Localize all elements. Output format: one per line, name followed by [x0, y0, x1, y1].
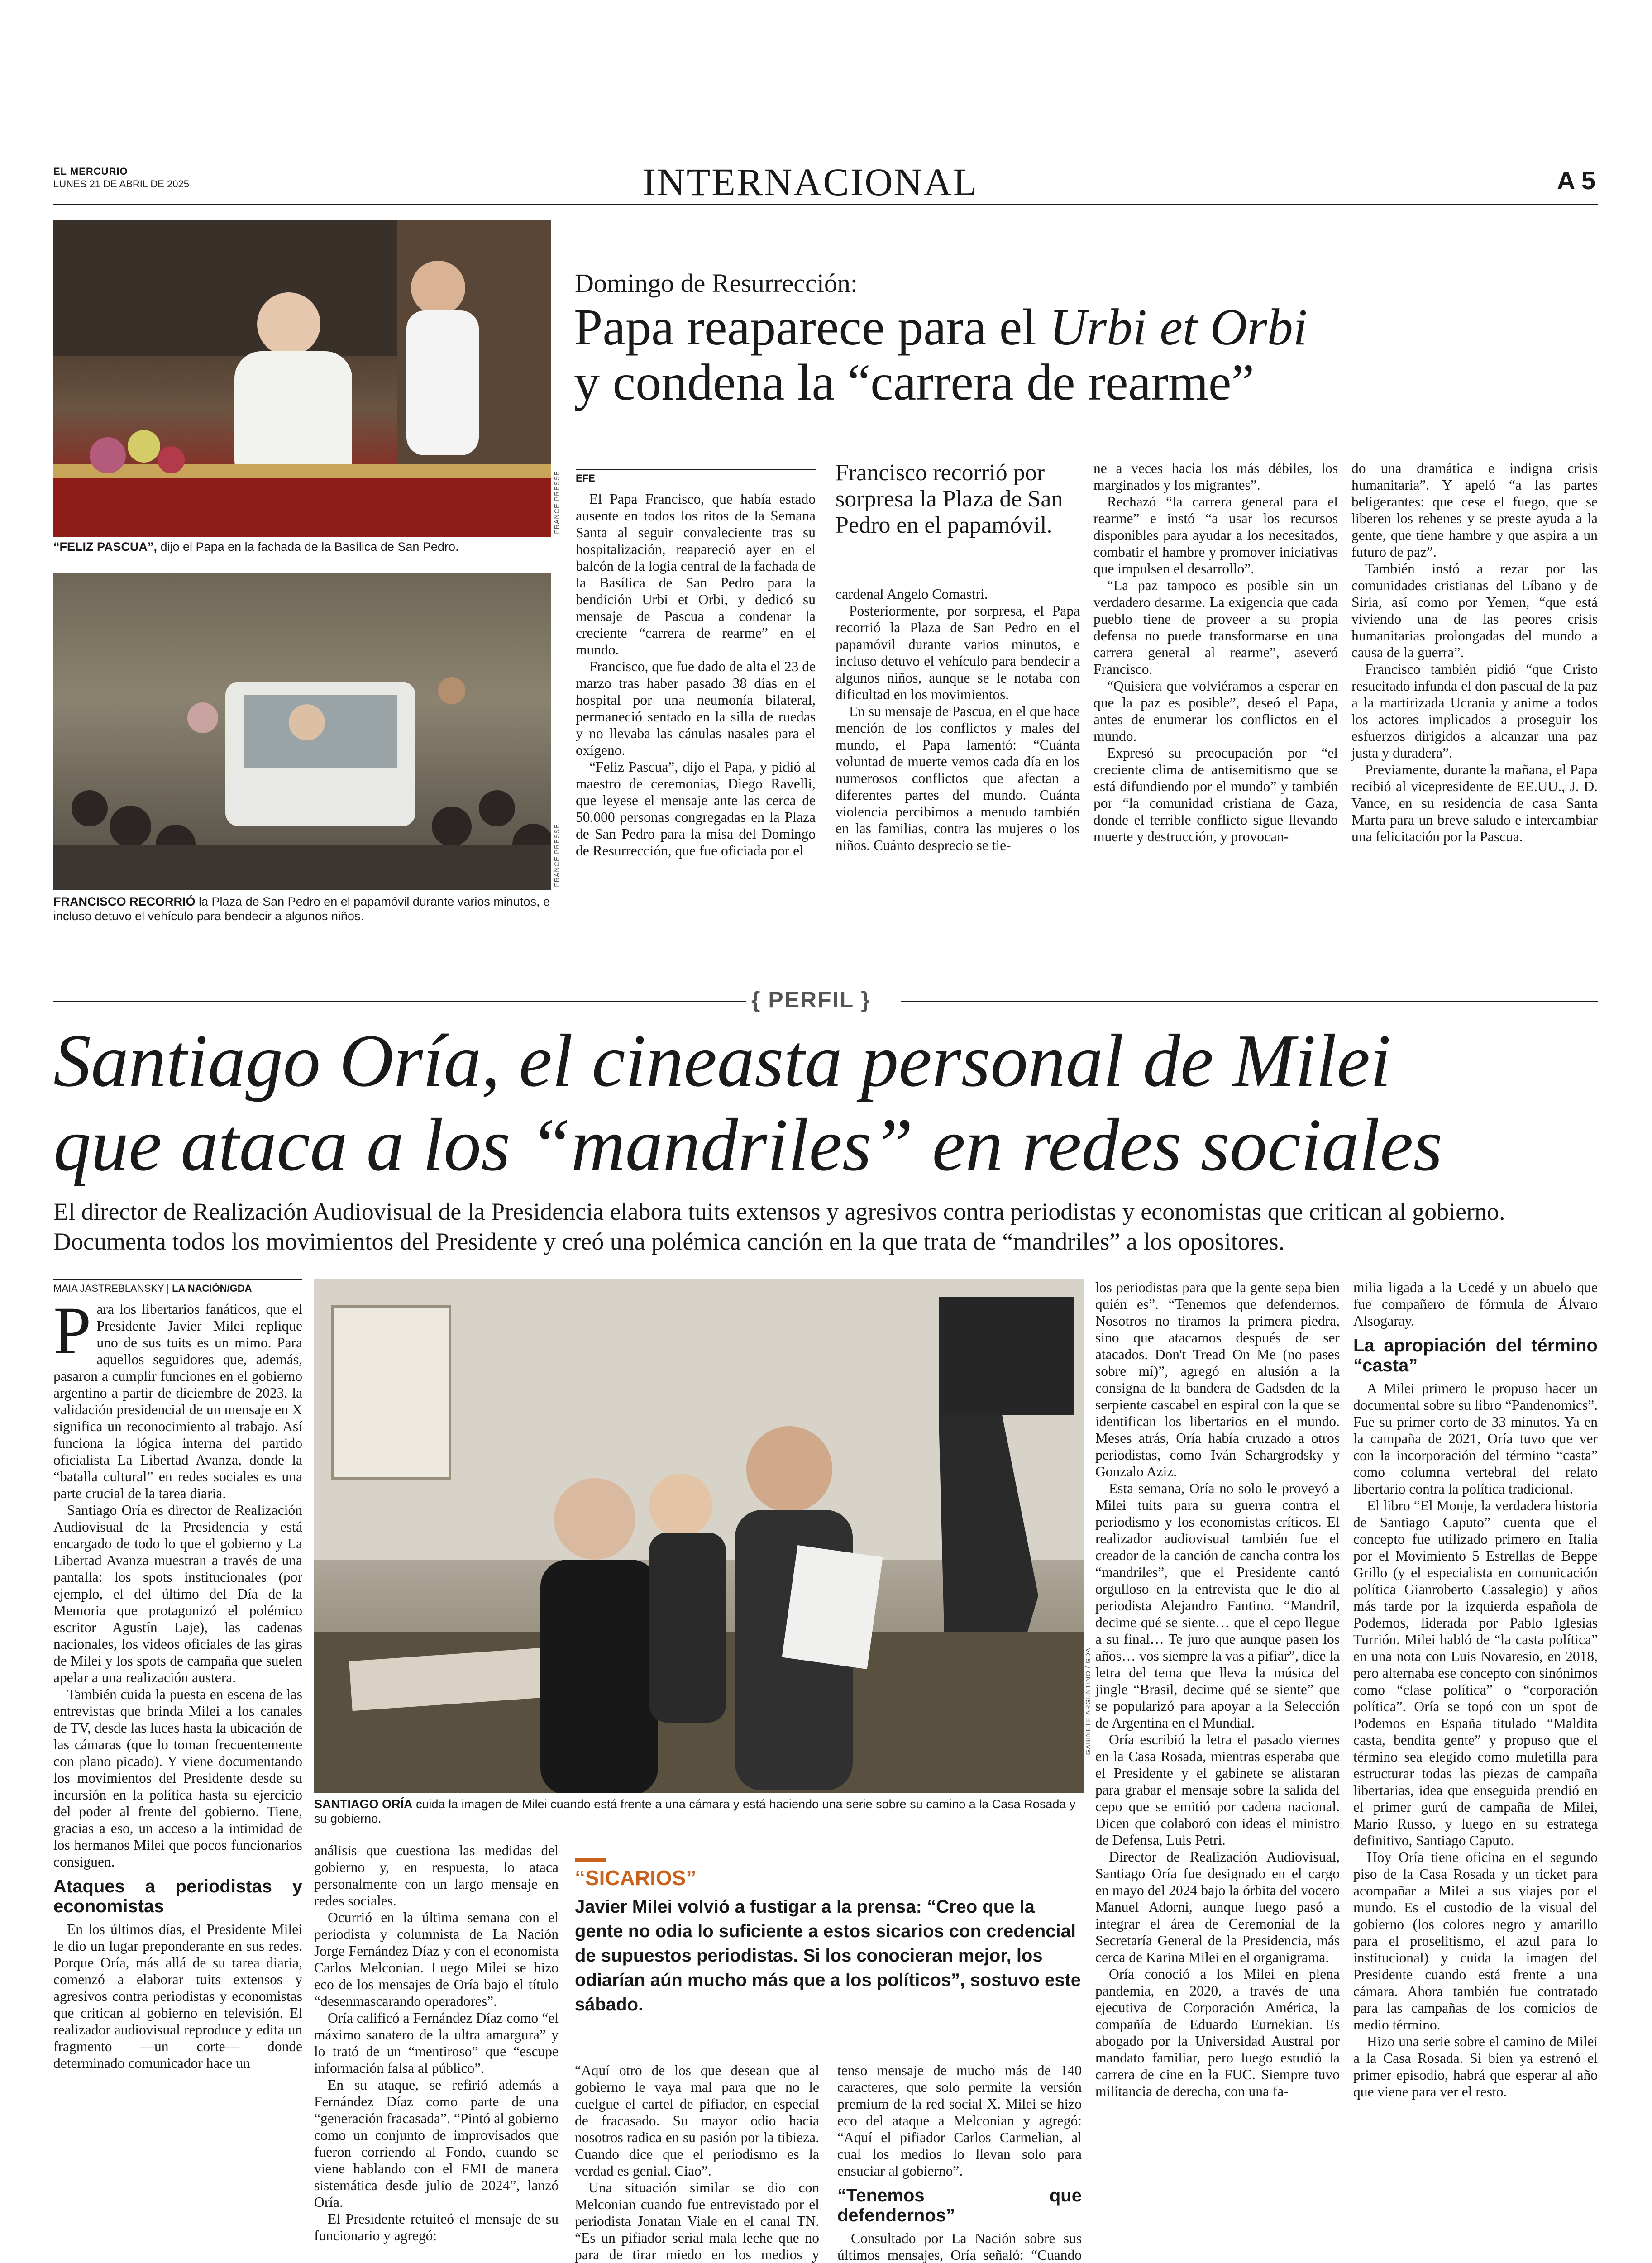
popemobile-photo-caption: FRANCISCO RECORRIÓ la Plaza de San Pedro en el papamóvil durante varios minutos, e incluso detuvo el vehículo para bendecir a algunos niños. [53, 895, 550, 923]
pope-source: EFE [576, 469, 816, 484]
paper-name: EL MERCURIO [53, 166, 128, 177]
pope-headline: Papa reaparece para el Urbi et Orbi y condena la “carrera de rearme” [574, 298, 1308, 411]
profile-column-3: “Aquí otro de los que desean que al gobierno le vaya mal para que no le cuelgue el cartel de pifiador, en especial de fracasado. Su mayor odio hacia nosotros radica en su pasión por la tibieza. Cuando dice que el periodismo es la verdad es genial. Ciao”. Una situación similar se dio con Melconian cuando fue entrevistado por el periodista Jonatan Viale en el canal TN. “Es un pifiador serial mala leche que no para de tirar miedo en los medios y [575, 2062, 819, 2263]
pope-column-1: El Papa Francisco, que había estado ausente en todos los ritos de la Semana Santa al seguir convaleciente tras su hospitalización, reapareció ayer en el balcón de la logia central de la fachada de la Basílica de San Pedro para la bendición Urbi et Orbi, y dedicó su mensaje de Pascua a condenar la creciente “carrera de rearme” en el mundo. Francisco, que fue dado de alta el 23 de marzo tras haber pasado 38 días en el hospital por una neumonía bilateral, permaneció sentado en la silla de ruedas y no llevaba las cánulas nasales para el oxígeno. “Feliz Pascua”, dijo el Papa, y pidió al maestro de ceremonias, Diego Ravelli, que leyese el mensaje ante las cerca de 50.000 personas congregadas en la Plaza de San Pedro para la misa del Domingo de Resurrección, que fue oficiada por el [576, 491, 816, 859]
photo-credit: FRANCE PRESSE [553, 471, 561, 534]
pope-column-4: do una dramática e indigna crisis humanitaria”. Y apeló “a las partes beligerantes: que cese el fuego, que se liberen los rehenes y se preste ayuda a la gente, que tiene hambre y que aspira a un futuro de paz”. También instó a rezar por las comunidades cristianas del Líbano y de Siria, así como por Yemen, “que está viviendo una de las peores crisis humanitarias prolongadas del mundo a causa de la guerra”. Francisco también pidió “que Cristo resucitado infunda el don pascual de la paz a la martirizada Ucrania y anime a todos los actores implicados a proseguir los esfuerzos dirigidos a alcanzar una paz justa y duradera”. Previamente, durante la mañana, el Papa recibió al vicepresidente de EE.UU., J. D. Vance, en su residencia de casa Santa Marta para un breve saludo e intercambiar una felicitación por la Pascua. [1351, 460, 1598, 845]
section-title: INTERNACIONAL [643, 160, 979, 204]
pope-photo-caption: “FELIZ PASCUA”, dijo el Papa en la fachada de la Basílica de San Pedro. [53, 540, 459, 554]
photo-credit: FRANCE PRESSE [553, 824, 561, 887]
profile-column-5: los periodistas para que la gente sepa bien quién es”. “Tenemos que defendernos. Nosotros no tiramos la primera piedra, sino que atacamos después de ser atacados. Don't Tread On Me (no pases sobre mí)”, agregó en alusión a la consigna de la bandera de Gadsden de la serpiente cascabel en espiral con la que se identifican los libertarios en el mundo. Meses atrás, Oría había cruzado a otros periodistas, como Iván Schargrodsky y Gonzalo Aziz. Esta semana, Oría no solo le proveyó a Milei tuits para su guerra contra el periodismo y los economistas críticos. El realizador audiovisual también fue el creador de la canción de cancha contra los “mandriles”, que el Presidente cantó orgulloso en la entrevista que le dio al periodista Alejandro Fantino. “Mandril, decime qué se siente… que el cepo llegue a su final… Te juro que aunque pasen los años… vos siempre la vas a pifiar”, dice la letra del tema que lleva la música del jingle “Brasil, decime qué se siente” que se popularizó para apoyar a la Selección de Argentina en el Mundial. Oría escribió la letra el pasado viernes en la Casa Rosada, mientras esperaba que el Presidente y el gabinete se alistaran para grabar el mensaje sobre la salida del cepo que se emitió por cadena nacional. Dicen que colaboró con ideas el ministro de Defensa, Luis Petri. Director de Realización Audiovisual, Santiago Oría fue designado en el cargo en mayo del 2024 bajo la órbita del vocero Manuel Adorni, aunque luego pasó a integrar el área de Ceremonial de la Secretaría General de la Presidencia, más cerca de Karina Milei en el organigrama. Oría conoció a los Milei en plena pandemia, en 2020, a través de una ejecutiva de Corporación América, la compañía de Eduardo Eurnekian. Es abogado por la Universidad Austral por mandato familiar, pero luego estudió la carrera de cine en la FUC. Siempre tuvo militancia de derecha, con una fa- [1095, 1280, 1340, 2099]
pope-column-2: cardenal Angelo Comastri. Posteriormente, por sorpresa, el Papa recorrió la Plaza de San Pedro en el papamóvil durante varios minutos, e incluso detuvo el vehículo para bendecir a algunos niños, aunque se le notaba con dificultad en los movimientos. En su mensaje de Pascua, en el que hace mención de los conflictos y males del mundo, el Papa lamentó: “Cuánta voluntad de muerte vemos cada día en los numerosos conflictos que afectan a diferentes partes del mundo. Cuánta violencia percibimos a menudo también en las familias, contra las mujeres o los niños. Cuánto desprecio se tie- [836, 586, 1080, 853]
profile-column-4: tenso mensaje de mucho más de 140 caracteres, que solo permite la versión premium de la red social X. Milei se hizo eco del ataque a Melconian y agregó: “Aquí el pifiador Carlos Carmelian, al cual los medios lo llevan solo para ensuciar al gobierno”. “Tenemos que defendernos” Consultado por La Nación sobre sus últimos mensajes, Oría señaló: “Cuando [837, 2062, 1082, 2263]
profile-headline: Santiago Oría, el cineasta personal de Milei que ataca a los “mandriles” en redes sociales [53, 1019, 1443, 1186]
issue-date: LUNES 21 DE ABRIL DE 2025 [53, 178, 190, 190]
sicarios-accent-bar [575, 1858, 606, 1862]
profile-deck: El director de Realización Audiovisual de la Presidencia elabora tuits extensos y agresivos contra periodistas y economistas que critican al gobierno. Documenta todos los movimientos del Presidente y creó una polémica canción en la que trata de “mandriles” a los opositores. [53, 1198, 1505, 1255]
oria-photo-caption: SANTIAGO ORÍA cuida la imagen de Milei cuando está frente a una cámara y está haciendo una serie sobre su camino a la Casa Rosada y su gobierno. [314, 1797, 1076, 1825]
section-divider [901, 1001, 1598, 1002]
pope-balcony-photo [53, 220, 551, 537]
popemobile-photo [53, 573, 551, 890]
byline: MAIA JASTREBLANSKY | LA NACIÓN/GDA [53, 1279, 302, 1294]
sicarios-box [575, 1858, 1082, 2017]
sicarios-text: Javier Milei volvió a fustigar a la prensa: “Creo que la gente no odia lo suficiente a estos sicarios con credencial de supuestos periodistas. Si los conocieran mejor, los odiarían aún mucho más que a los políticos”, sostuvo este sábado. [575, 1897, 1081, 2015]
pope-column-3: ne a veces hacia los más débiles, los marginados y los migrantes”. Rechazó “la carrera general para el rearme” e instó “a usar los recursos disponibles para ayudar a los necesitados, combatir el hambre y promover iniciativas que impulsen el desarrollo”. “La paz tampoco es posible sin un verdadero desarme. La exigencia que cada pueblo tiene de proveer a su propia defensa no puede transformarse en una carrera general al rearme”, aseveró Francisco. “Quisiera que volviéramos a esperar en que la paz es posible”, deseó el Papa, antes de enumerar los conflictos en el mundo. Expresó su preocupación por “el creciente clima de antisemitismo que se está difundiendo por el mundo” y también por “la comunidad cristiana de Gaza, donde el terrible conflicto sigue llevando muerte y destrucción, y provocan- [1093, 460, 1338, 845]
photo-credit: GABINETE ARGENTINO / GDA [1084, 1647, 1092, 1755]
profile-column-2: análisis que cuestiona las medidas del gobierno y, en respuesta, lo ataca personalmente con un largo mensaje en redes sociales. Ocurrió en la última semana con el periodista y columnista de La Nación Jorge Fernández Díaz y con el economista Carlos Melconian. Luego Milei se hizo eco de los mensajes de Oría bajo el título “desenmascarando operadores”. Oría calificó a Fernández Díaz como “el máximo sanatero de la ultra amargura” y lo trató de un “mentiroso” que “escupe información falsa al público”. En su ataque, se refirió además a Fernández Díaz como parte de una “generación fracasada”. “Pintó al gobierno como un conjunto de improvisados que fueron corriendo al Fondo, cuando se viene hablando con el FMI de manera sistemática desde julio de 2024”, lanzó Oría. El Presidente retuiteó el mensaje de su funcionario y agregó: [314, 1843, 559, 2244]
page-number: A 5 [1557, 166, 1596, 195]
pope-pullquote: Francisco recorrió por sorpresa la Plaza de San Pedro en el papamóvil. [836, 460, 1063, 538]
masthead-rule [53, 204, 1598, 205]
section-divider [53, 1001, 746, 1002]
pope-kicker: Domingo de Resurrección: [575, 268, 858, 298]
profile-label: { PERFIL } [751, 987, 871, 1012]
oria-milei-photo [314, 1279, 1084, 1793]
sicarios-label: “SICARIOS” [575, 1866, 697, 1890]
profile-column-1: Para los libertarios fanáticos, que el Presidente Javier Milei replique uno de sus tuits es un mimo. Para aquellos seguidores que, además, pasaron a cumplir funciones en el gobierno argentino a partir de diciembre de 2023, la validación presidencial de un mensaje en X significa un reconocimiento al trabajo. Así funciona la lógica interna del partido oficialista La Libertad Avanza, donde la “batalla cultural” en redes sociales es una parte crucial de la tarea diaria. Santiago Oría es director de Realización Audiovisual de la Presidencia y está encargado de todo lo que el gobierno y La Libertad Avanza muestran a través de una pantalla: los spots institucionales (por ejemplo, el del último del Día de la Memoria que protagonizó el polémico escritor Agustín Laje), las cadenas nacionales, los videos oficiales de las giras de Milei y los spots de campaña que suelen apelar a una realización austera. También cuida la puesta en escena de las entrevistas que brinda Milei a los canales de TV, desde las luces hasta la ubicación de las cámaras (que lo toman frecuentemente con plano picado). Y viene documentando los movimientos del Presidente desde su incursión en la política hasta su ejercicio del poder al frente del gobierno. Tiene, gracias a eso, un acceso a la intimidad de los hermanos Milei que pocos funcionarios consiguen. Ataques a periodistas y economistas En los últimos días, el Presidente Milei le dio un lugar preponderante en sus redes. Porque Oría, más allá de su tarea diaria, comenzó a elaborar tuits extensos y agresivos contra periodistas y economistas que critican al gobierno en televisión. El realizador audiovisual reproduce y edita un fragmento —un corte— donde determinado comunicador hace un [53, 1293, 302, 2071]
profile-column-6: milia ligada a la Ucedé y un abuelo que fue compañero de fórmula de Álvaro Alsogaray. La apropiación del término “casta” A Milei primero le propuso hacer un documental sobre su libro “Pandenomics”. Fue su primer corto de 33 minutos. Ya en la campaña de 2021, Oría tuvo que ver con la incorporación del término “casta” como columna vertebral del relato libertario contra la política tradicional. El libro “El Monje, la verdadera historia de Santiago Caputo” cuenta que el concepto fue utilizado primero en Italia por el Movimiento 5 Estrellas de Beppe Grillo (y el especialista en comunicación política Gianroberto Cassalegio) y años más tarde por la izquierda española de Podemos, liderada por Pablo Iglesias Turrión. Milei habló de “la casta política” en una nota con Luis Novaresio, en 2018, pero alternaba ese concepto con sinónimos como “clase política” o “corporación política”. Oría se topó con un spot de Podemos en España titulado “Maldita casta, bendita gente” y propuso que el término sea elegido como muletilla para estructurar todas las piezas de campaña libertarias, idea que enseguida prendió en el primer gurú de campaña de Milei, Mario Russo, y luego en su estratega definitivo, Santiago Caputo. Hoy Oría tiene oficina en el segundo piso de la Casa Rosada y un ticket para acompañar a Milei a sus viajes por el mundo. Es el custodio de la visual del gobierno (los colores negro y amarillo para el proselitismo, el azul para lo institucional) y cuida la imagen del Presidente cuando está frente a una cámara. Ahora también fue contratado para las campañas de los comicios de medio término. Hizo una serie sobre el camino de Milei a la Casa Rosada. Si bien ya estrenó el primer episodio, habrá que esperar al año que viene para ver el resto. [1353, 1280, 1598, 2100]
